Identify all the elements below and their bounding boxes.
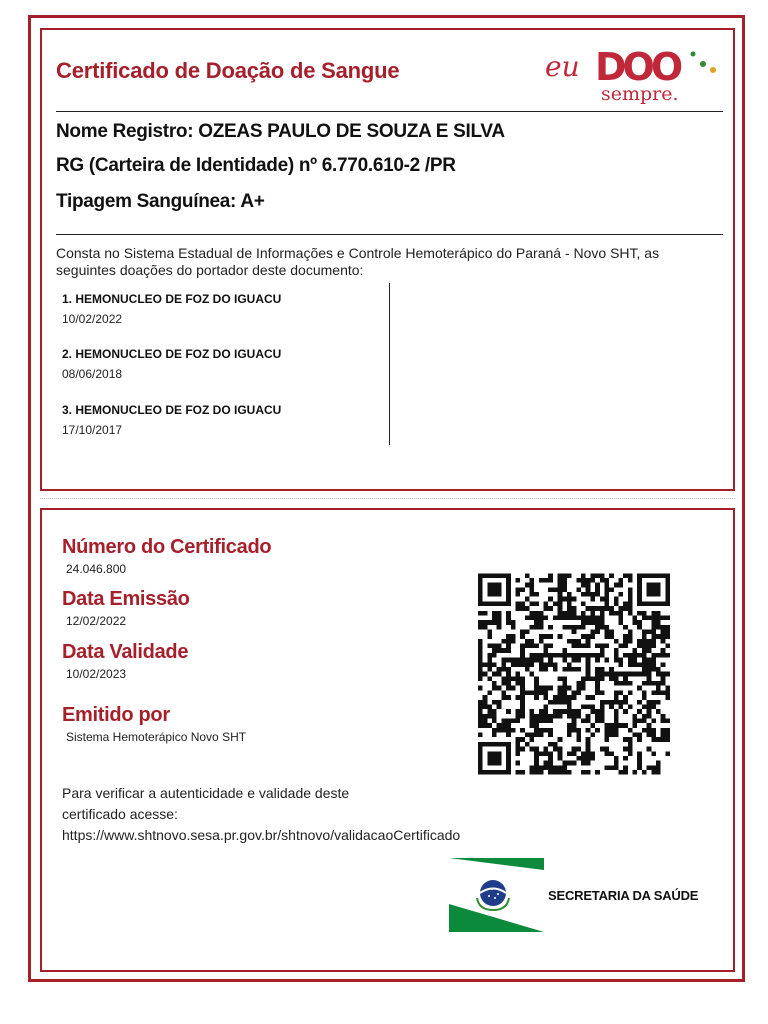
donation-place: 1. HEMONUCLEO DE FOZ DO IGUACU <box>62 292 282 306</box>
issue-date-label: Data Emissão <box>62 588 190 610</box>
divider <box>56 234 723 235</box>
issue-date-value: 12/02/2022 <box>66 614 127 628</box>
certificate-number-value: 24.046.800 <box>66 562 127 576</box>
divider <box>56 111 723 112</box>
donation-description: Consta no Sistema Estadual de Informações e Controle Hemoterápico do Paraná - Novo SHT, as seguintes doações do portador deste documento: <box>56 245 660 278</box>
parana-flag-icon <box>449 858 544 932</box>
qr-code[interactable] <box>478 573 670 775</box>
eu-doo-sempre-logo <box>543 40 728 106</box>
verification-text: Para verificar a autenticidade e validade deste certificado acesse: https://www.shtnovo.sesa.pr.gov.br/shtnovo/validacaoCertificado <box>62 785 461 843</box>
donation-item <box>62 292 362 326</box>
donation-date: 08/06/2018 <box>62 367 123 381</box>
holder-name: Nome Registro: OZEAS PAULO DE SOUZA E SILVA <box>56 121 505 142</box>
donation-place: 2. HEMONUCLEO DE FOZ DO IGUACU <box>62 347 282 361</box>
logo-word-doo: DOO <box>595 45 680 89</box>
issuer-value: Sistema Hemoterápico Novo SHT <box>66 730 247 744</box>
certificate-number-label: Número do Certificado <box>62 536 272 558</box>
issuer-label: Emitido por <box>62 704 170 726</box>
donation-date: 10/02/2022 <box>62 312 123 326</box>
column-divider <box>389 283 390 445</box>
logo-word-sempre: sempre. <box>601 83 679 105</box>
donation-date: 17/10/2017 <box>62 423 123 437</box>
dotted-separator <box>40 498 735 499</box>
holder-rg: RG (Carteira de Identidade) nº 6.770.610-2 /PR <box>56 155 456 176</box>
validity-date-value: 10/02/2023 <box>66 667 127 681</box>
logo-word-eu: eu <box>545 50 580 83</box>
certificate-title: Certificado de Doação de Sangue <box>56 58 400 83</box>
holder-blood-type: Tipagem Sanguínea: A+ <box>56 191 265 212</box>
donation-item <box>62 403 362 437</box>
donation-place: 3. HEMONUCLEO DE FOZ DO IGUACU <box>62 403 282 417</box>
secretaria-da-saude-label: SECRETARIA DA SAÚDE <box>548 888 699 903</box>
validity-date-label: Data Validade <box>62 641 189 663</box>
donation-item <box>62 347 362 381</box>
